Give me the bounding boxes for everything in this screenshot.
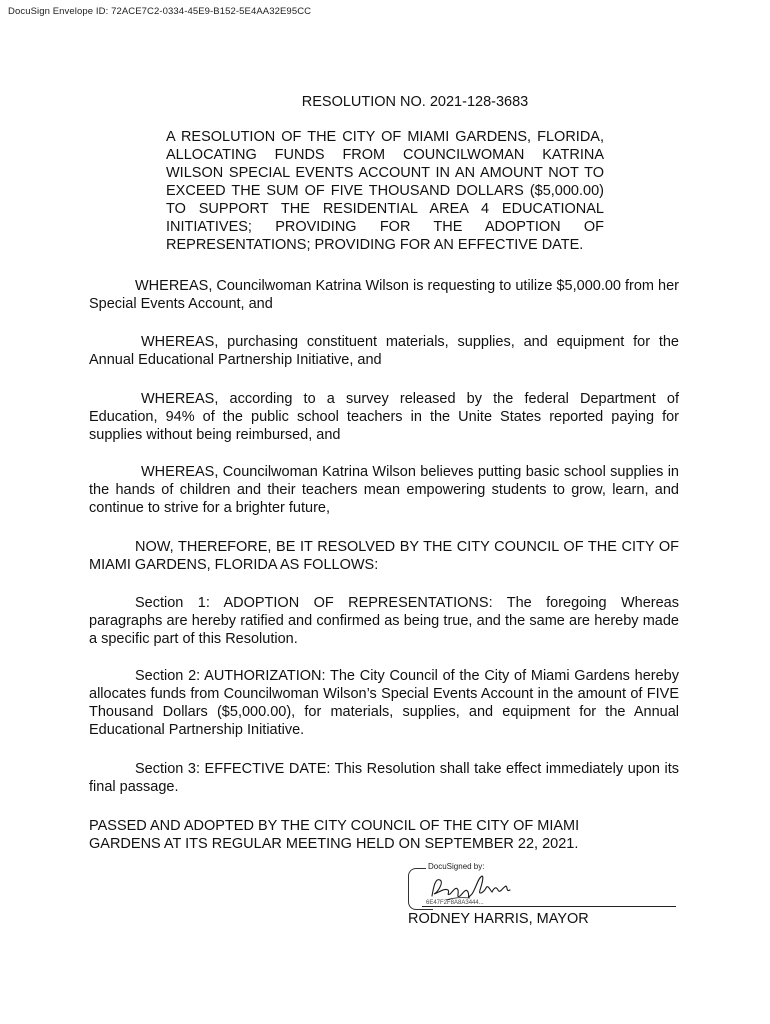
- passed-and-adopted: PASSED AND ADOPTED BY THE CITY COUNCIL OF THE CITY OF MIAMI GARDENS AT ITS REGULAR MEETING HELD ON SEPTEMBER 22, 2021.: [89, 818, 580, 852]
- whereas-paragraph-1: WHEREAS, Councilwoman Katrina Wilson is requesting to utilize $5,000.00 from her Special Events Account, and: [89, 278, 679, 312]
- docusign-label: DocuSigned by:: [428, 862, 485, 871]
- section-1-paragraph: Section 1: ADOPTION OF REPRESENTATIONS: The foregoing Whereas paragraphs are hereby ratified and confirmed as being true, and the same are hereby made a specific part of this Resolution.: [89, 595, 679, 647]
- docusign-envelope-id: DocuSign Envelope ID: 72ACE7C2-0334-45E9-B152-5E4AA32E95CC: [8, 6, 312, 17]
- mayor-name: RODNEY HARRIS, MAYOR: [408, 911, 589, 927]
- resolution-title: RESOLUTION NO. 2021-128-3683: [301, 94, 529, 110]
- signer-hash: 6E47F2F8A8A3444...: [426, 900, 484, 906]
- section-2-paragraph: Section 2: AUTHORIZATION: The City Council of the City of Miami Gardens hereby allocates funds from Councilwoman Wilson’s Special Events Account in the amount of FIVE Thousand Dollars ($5,000.00), for materials, supplies, and equipment for the Annual Educational Partnership Initiative.: [89, 668, 679, 738]
- whereas-paragraph-4: WHEREAS, Councilwoman Katrina Wilson believes putting basic school supplies in the hands of children and their teachers mean empowering students to grow, learn, and continue to strive for a brighter future,: [89, 464, 679, 516]
- section-3-paragraph: Section 3: EFFECTIVE DATE: This Resolution shall take effect immediately upon its final passage.: [89, 761, 679, 795]
- whereas-paragraph-3: WHEREAS, according to a survey released by the federal Department of Education, 94% of the public school teachers in the Unite States reported paying for supplies without being reimbursed, and: [89, 391, 679, 443]
- resolution-abstract: A RESOLUTION OF THE CITY OF MIAMI GARDENS, FLORIDA, ALLOCATING FUNDS FROM COUNCILWOMAN KATRINA WILSON SPECIAL EVENTS ACCOUNT IN AN AMOUNT NOT TO EXCEED THE SUM OF FIVE THOUSAND DOLLARS ($5,000.00) TO SUPPORT THE RESIDENTIAL AREA 4 EDUCATIONAL INITIATIVES; PROVIDING FOR THE ADOPTION OF REPRESENTATIONS; PROVIDING FOR AN EFFECTIVE DATE.: [166, 129, 604, 253]
- handwritten-signature: [426, 870, 526, 904]
- resolved-paragraph: NOW, THEREFORE, BE IT RESOLVED BY THE CITY COUNCIL OF THE CITY OF MIAMI GARDENS, FLORIDA AS FOLLOWS:: [89, 539, 679, 573]
- signature-line: [422, 906, 676, 907]
- whereas-paragraph-2: WHEREAS, purchasing constituent materials, supplies, and equipment for the Annual Educational Partnership Initiative, and: [89, 334, 679, 368]
